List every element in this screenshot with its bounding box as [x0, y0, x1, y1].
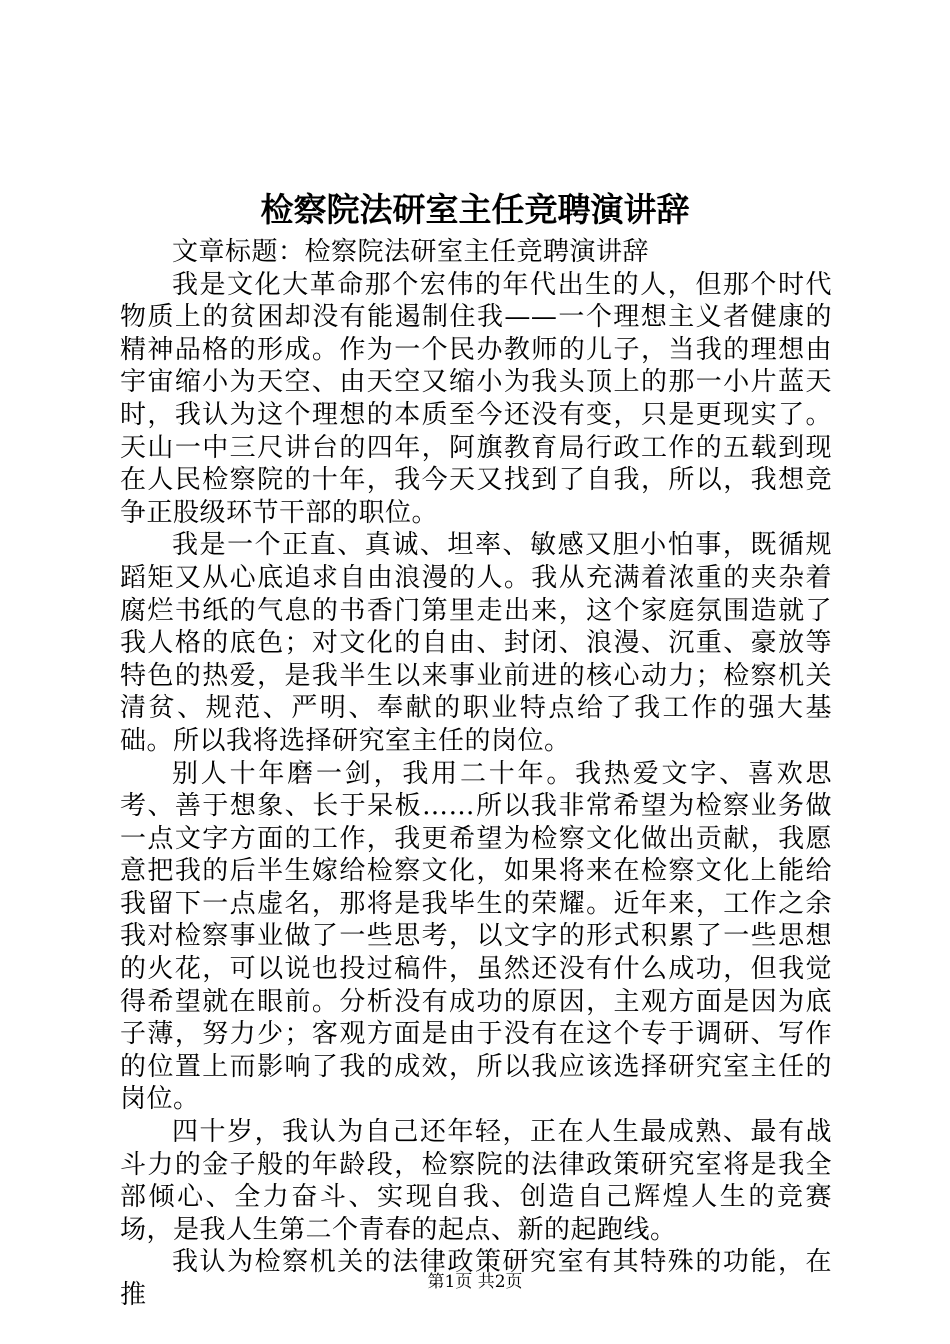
paragraph: 别人十年磨一剑，我用二十年。我热爱文字、喜欢思考、善于想象、长于呆板……所以我非常希望为检察业务做一点文字方面的工作，我更希望为检察文化做出贡献，我愿意把我的后半生嫁给检察文化，如果将来在检察文化上能给我留下一点虚名，那将是我毕生的荣耀。近年来，工作之余我对检察事业做了一些思考，以文字的形式积累了一些思想的火花，可以说也投过稿件，虽然还没有什么成功，但我觉得希望就在眼前。分析没有成功的原因，主观方面是因为底子薄，努力少；客观方面是由于没有在这个专于调研、写作的位置上而影响了我的成效，所以我应该选择研究室主任的岗位。	[120, 758, 832, 1115]
paragraph: 我是文化大革命那个宏伟的年代出生的人，但那个时代物质上的贫困却没有能遏制住我——一个理想主义者健康的精神品格的形成。作为一个民办教师的儿子，当我的理想由宇宙缩小为天空、由天空又缩小为我头顶上的那一小片蓝天时，我认为这个理想的本质至今还没有变，只是更现实了。天山一中三尺讲台的四年，阿旗教育局行政工作的五载到现在人民检察院的十年，我今天又找到了自我，所以，我想竞争正股级环节干部的职位。	[120, 269, 832, 528]
paragraph-article-heading: 文章标题：检察院法研室主任竞聘演讲辞	[172, 237, 650, 267]
document-body	[120, 236, 832, 1312]
paragraph: 我是一个正直、真诚、坦率、敏感又胆小怕事，既循规蹈矩又从心底追求自由浪漫的人。我从充满着浓重的夹杂着腐烂书纸的气息的书香门第里走出来，这个家庭氛围造就了我人格的底色；对文化的自由、封闭、浪漫、沉重、豪放等特色的热爱，是我半生以来事业前进的核心动力；检察机关清贫、规范、严明、奉献的职业特点给了我工作的强大基础。所以我将选择研究室主任的岗位。	[120, 530, 832, 756]
document-title: 检察院法研室主任竞聘演讲辞	[260, 190, 690, 229]
paragraph: 四十岁，我认为自己还年轻，正在人生最成熟、最有战斗力的金子般的年龄段，检察院的法律政策研究室将是我全部倾心、全力奋斗、实现自我、创造自己辉煌人生的竞赛场，是我人生第二个青春的起点、新的起跑线。	[120, 1117, 832, 1245]
page-footer: 第1页 共2页	[427, 1272, 523, 1292]
paragraph: 我认为检察机关的法律政策研究室有其特殊的功能，在推	[120, 1247, 832, 1310]
